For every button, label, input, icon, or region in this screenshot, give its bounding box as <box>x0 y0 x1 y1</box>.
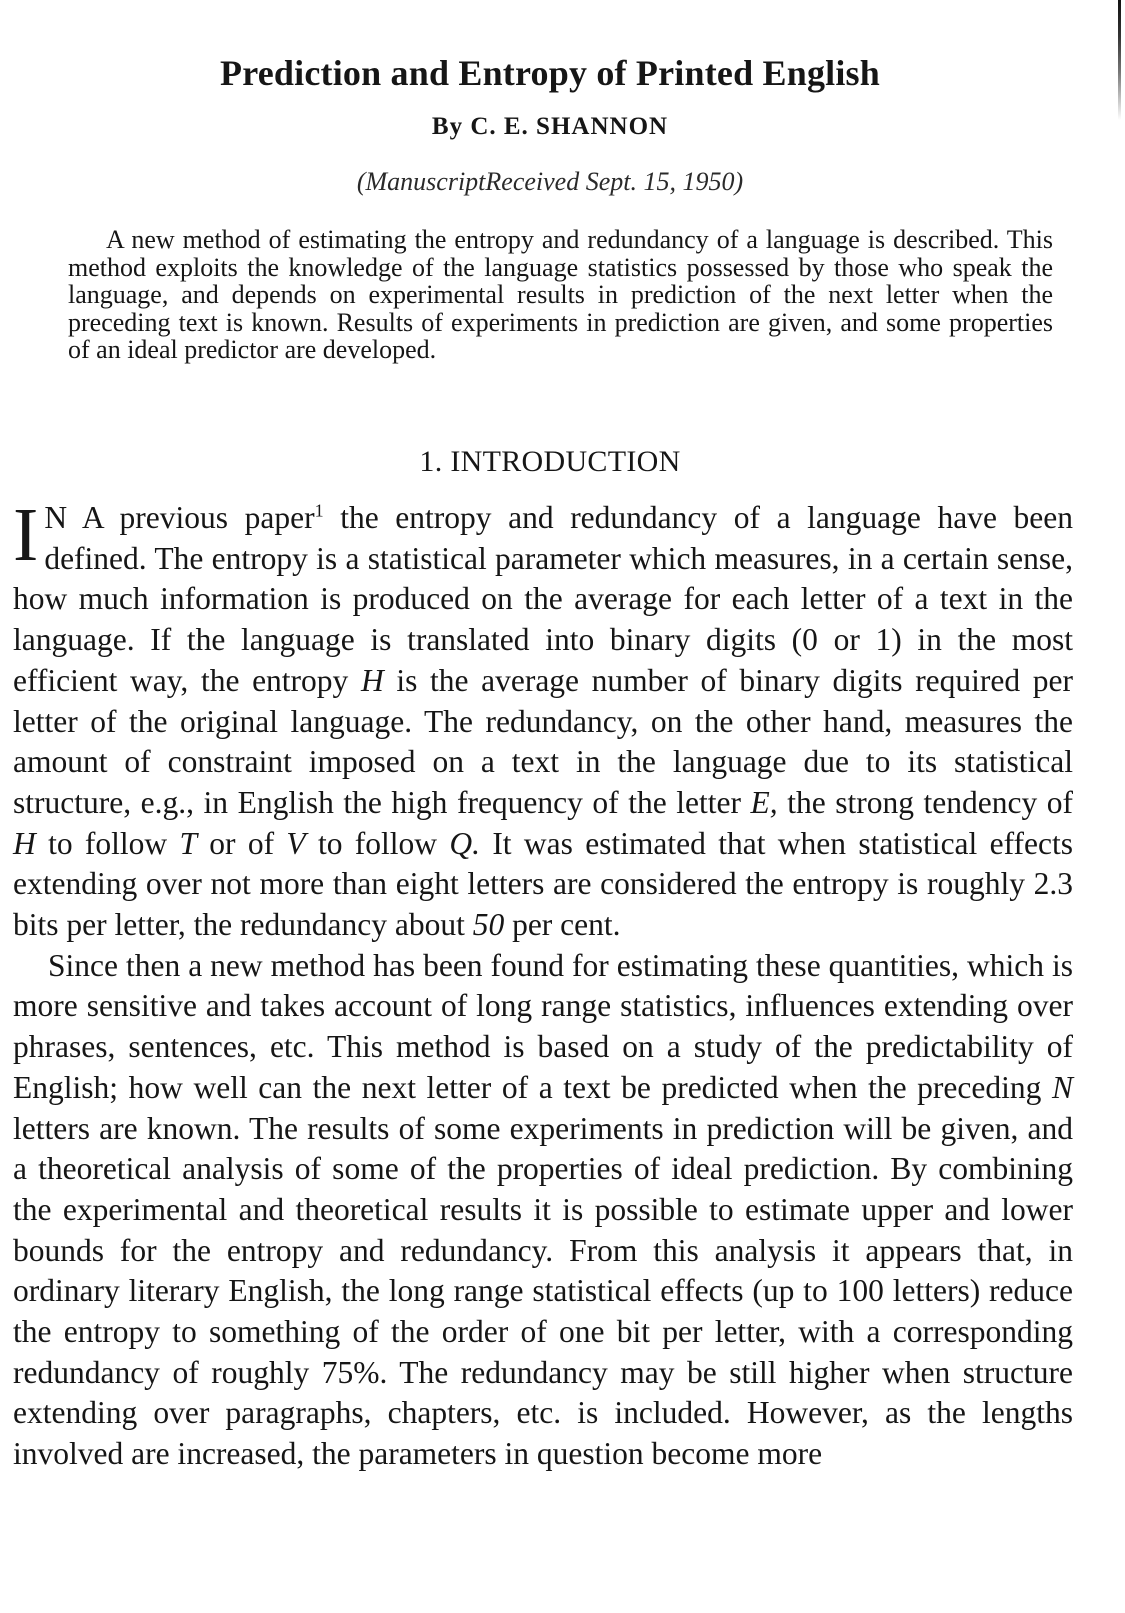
math-symbol: H <box>13 825 36 861</box>
text-run: the entropy and redundancy of a language have been defined. The entropy is a statistical parameter which measures, in a certain sense, how much information is produced on the average for each letter of a text in the language. If the language is translated into binary digits (0 or 1) in the most efficient way, the entropy <box>13 500 1073 698</box>
text-run: the strong tendency of <box>777 784 1074 820</box>
math-symbol: N <box>1051 1069 1073 1105</box>
paper-title: Prediction and Entropy of Printed English <box>220 53 880 93</box>
math-symbol: T <box>179 825 197 861</box>
emphasized-number: 50 <box>472 907 505 943</box>
paragraph-2 <box>13 946 1073 1475</box>
received-date: (ManuscriptReceived Sept. 15, 1950) <box>356 167 744 196</box>
scan-edge-mark <box>1118 0 1121 120</box>
abstract: A new method of estimating the entropy and redundancy of a language is described. This method exploits the knowledge of the language statistics possessed by those who speak the language, and depends on experimental results in prediction of the next letter when the preceding text is known. Results of experiments in prediction are given, and some properties of an ideal predictor are developed. <box>68 225 1053 364</box>
body-text <box>13 493 1074 1475</box>
text-run: or of <box>196 825 287 861</box>
section-heading: 1. INTRODUCTION <box>419 445 681 478</box>
text-run: letters are known. The results of some experiments in prediction will be given, and a theoretical analysis of some of the properties of ideal prediction. By combining the experimental and theoretical results it is possible to estimate upper and lower bounds for the entropy and redundancy. From this analysis it appears that, in ordinary literary English, the long range statistical effects (up to 100 letters) reduce the entropy to something of the order of one bit per letter, with a corresponding redundancy of roughly 75%. The redundancy may be still higher when structure extending over paragraphs, chapters, etc. is included. However, as the lengths involved are increased, the parameters in question become more <box>13 1110 1073 1472</box>
math-symbol: Q. <box>449 825 480 861</box>
text-run: to follow <box>305 825 450 861</box>
text-run: Since then a new method has been found for estimating these quantities, which is more sensitive and takes account of long range statistics, influences extending over phrases, sentences, etc. This method is based on a study of the predictability of English; how well can the next letter of a text be predicted when the preceding <box>13 947 1073 1105</box>
math-symbol: E, <box>750 784 778 820</box>
footnote-marker: 1 <box>314 500 324 521</box>
paragraph-1 <box>13 493 1074 946</box>
text-run: to follow <box>35 825 180 861</box>
text-run: N A previous paper <box>44 500 315 535</box>
author-byline: By C. E. SHANNON <box>431 113 669 140</box>
math-symbol: H <box>360 662 384 698</box>
text-run: It was estimated that when statistical effects extending over not more than eight letters are considered the entropy is roughly 2.3 bits per letter, the redundancy about <box>13 825 1073 943</box>
text-run: per cent. <box>504 907 621 943</box>
text-run: is the average number of binary digits required per letter of the original language. The redundancy, on the other hand, measures the amount of constraint imposed on a text in the language due to its statistical structure, e.g., in English the high frequency of the letter <box>13 662 1074 820</box>
math-symbol: V <box>286 825 306 861</box>
drop-cap: I <box>13 493 39 577</box>
